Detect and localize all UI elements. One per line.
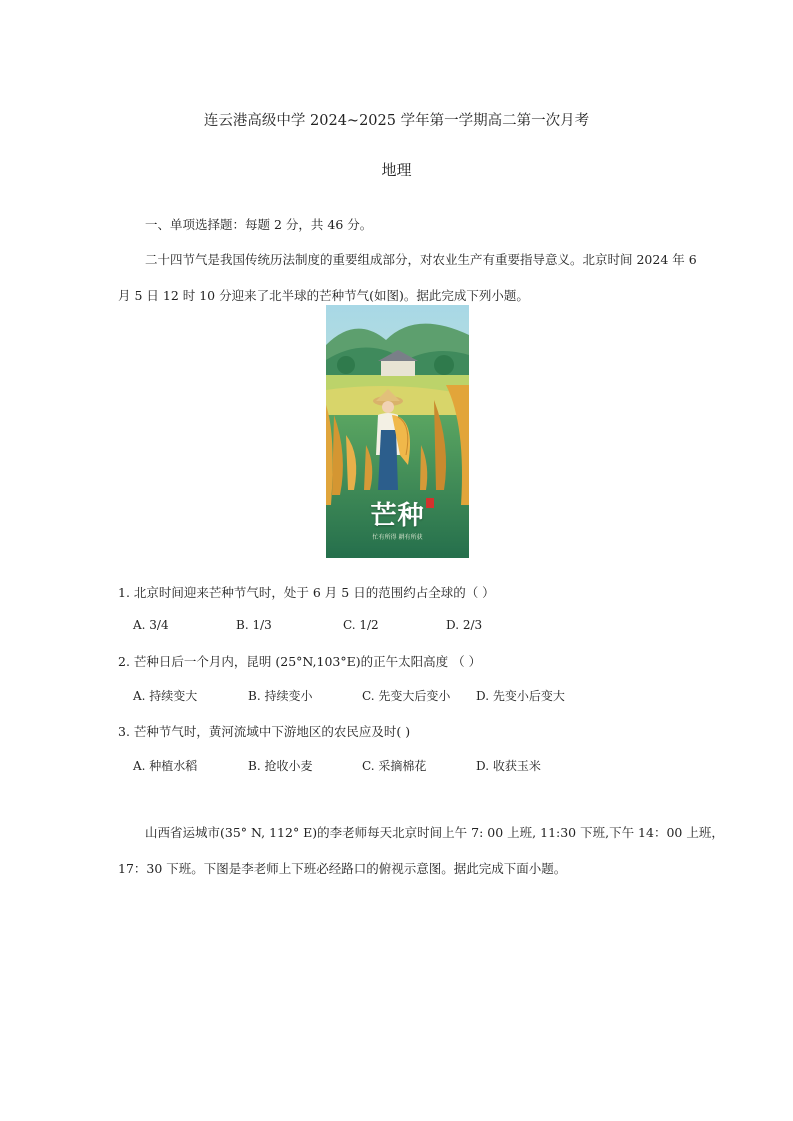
question-1-option-c[interactable]: C. 1/2: [343, 618, 379, 632]
red-seal-icon: [426, 498, 434, 508]
section-heading: 一、单项选择题：每题 2 分，共 46 分。: [145, 217, 373, 232]
intro-line-1: 二十四节气是我国传统历法制度的重要组成部分，对农业生产有重要指导意义。北京时间 2024 年 6: [145, 252, 697, 267]
question-2-option-c[interactable]: C. 先变大后变小: [362, 689, 451, 703]
question-2-option-b[interactable]: B. 持续变小: [248, 689, 313, 703]
question-3-option-c[interactable]: C. 采摘棉花: [362, 759, 427, 773]
intro-line-2: 月 5 日 12 时 10 分迎来了北半球的芒种节气(如图)。据此完成下列小题。: [118, 288, 529, 303]
exam-title: 连云港高级中学 2024~2025 学年第一学期高二第一次月考: [203, 113, 590, 129]
question-2-option-a[interactable]: A. 持续变大: [133, 689, 198, 703]
question-2-stem: 2. 芒种日后一个月内，昆明 (25°N,103°E)的正午太阳高度 （ ）: [118, 654, 482, 669]
question-1-stem: 1. 北京时间迎来芒种节气时，处于 6 月 5 日的范围约占全球的（ ）: [118, 585, 495, 600]
question-2-option-d[interactable]: D. 先变小后变大: [476, 689, 565, 703]
passage-2-line-1: 山西省运城市(35° N, 112° E)的李老师每天北京时间上午 7: 00 上班, 11:30 下班,下午 14：00 上班，: [145, 825, 724, 840]
question-1-option-d[interactable]: D. 2/3: [446, 618, 483, 632]
question-1-option-b[interactable]: B. 1/3: [236, 618, 272, 632]
question-1-option-a[interactable]: A. 3/4: [133, 618, 169, 632]
question-3-stem: 3. 芒种节气时，黄河流域中下游地区的农民应及时( ): [118, 724, 411, 739]
question-3-option-d[interactable]: D. 收获玉米: [476, 759, 541, 773]
subject-title: 地理: [381, 161, 412, 179]
question-3-option-b[interactable]: B. 抢收小麦: [248, 759, 313, 773]
poster-title: 芒种: [370, 501, 425, 531]
mangzhong-poster-image: [326, 305, 469, 558]
poster-subtitle: 忙有所得 耕有所获: [372, 534, 423, 541]
passage-2-line-2: 17：30 下班。下图是李老师上下班必经路口的俯视示意图。据此完成下面小题。: [118, 861, 567, 876]
question-3-option-a[interactable]: A. 种植水稻: [133, 759, 198, 773]
